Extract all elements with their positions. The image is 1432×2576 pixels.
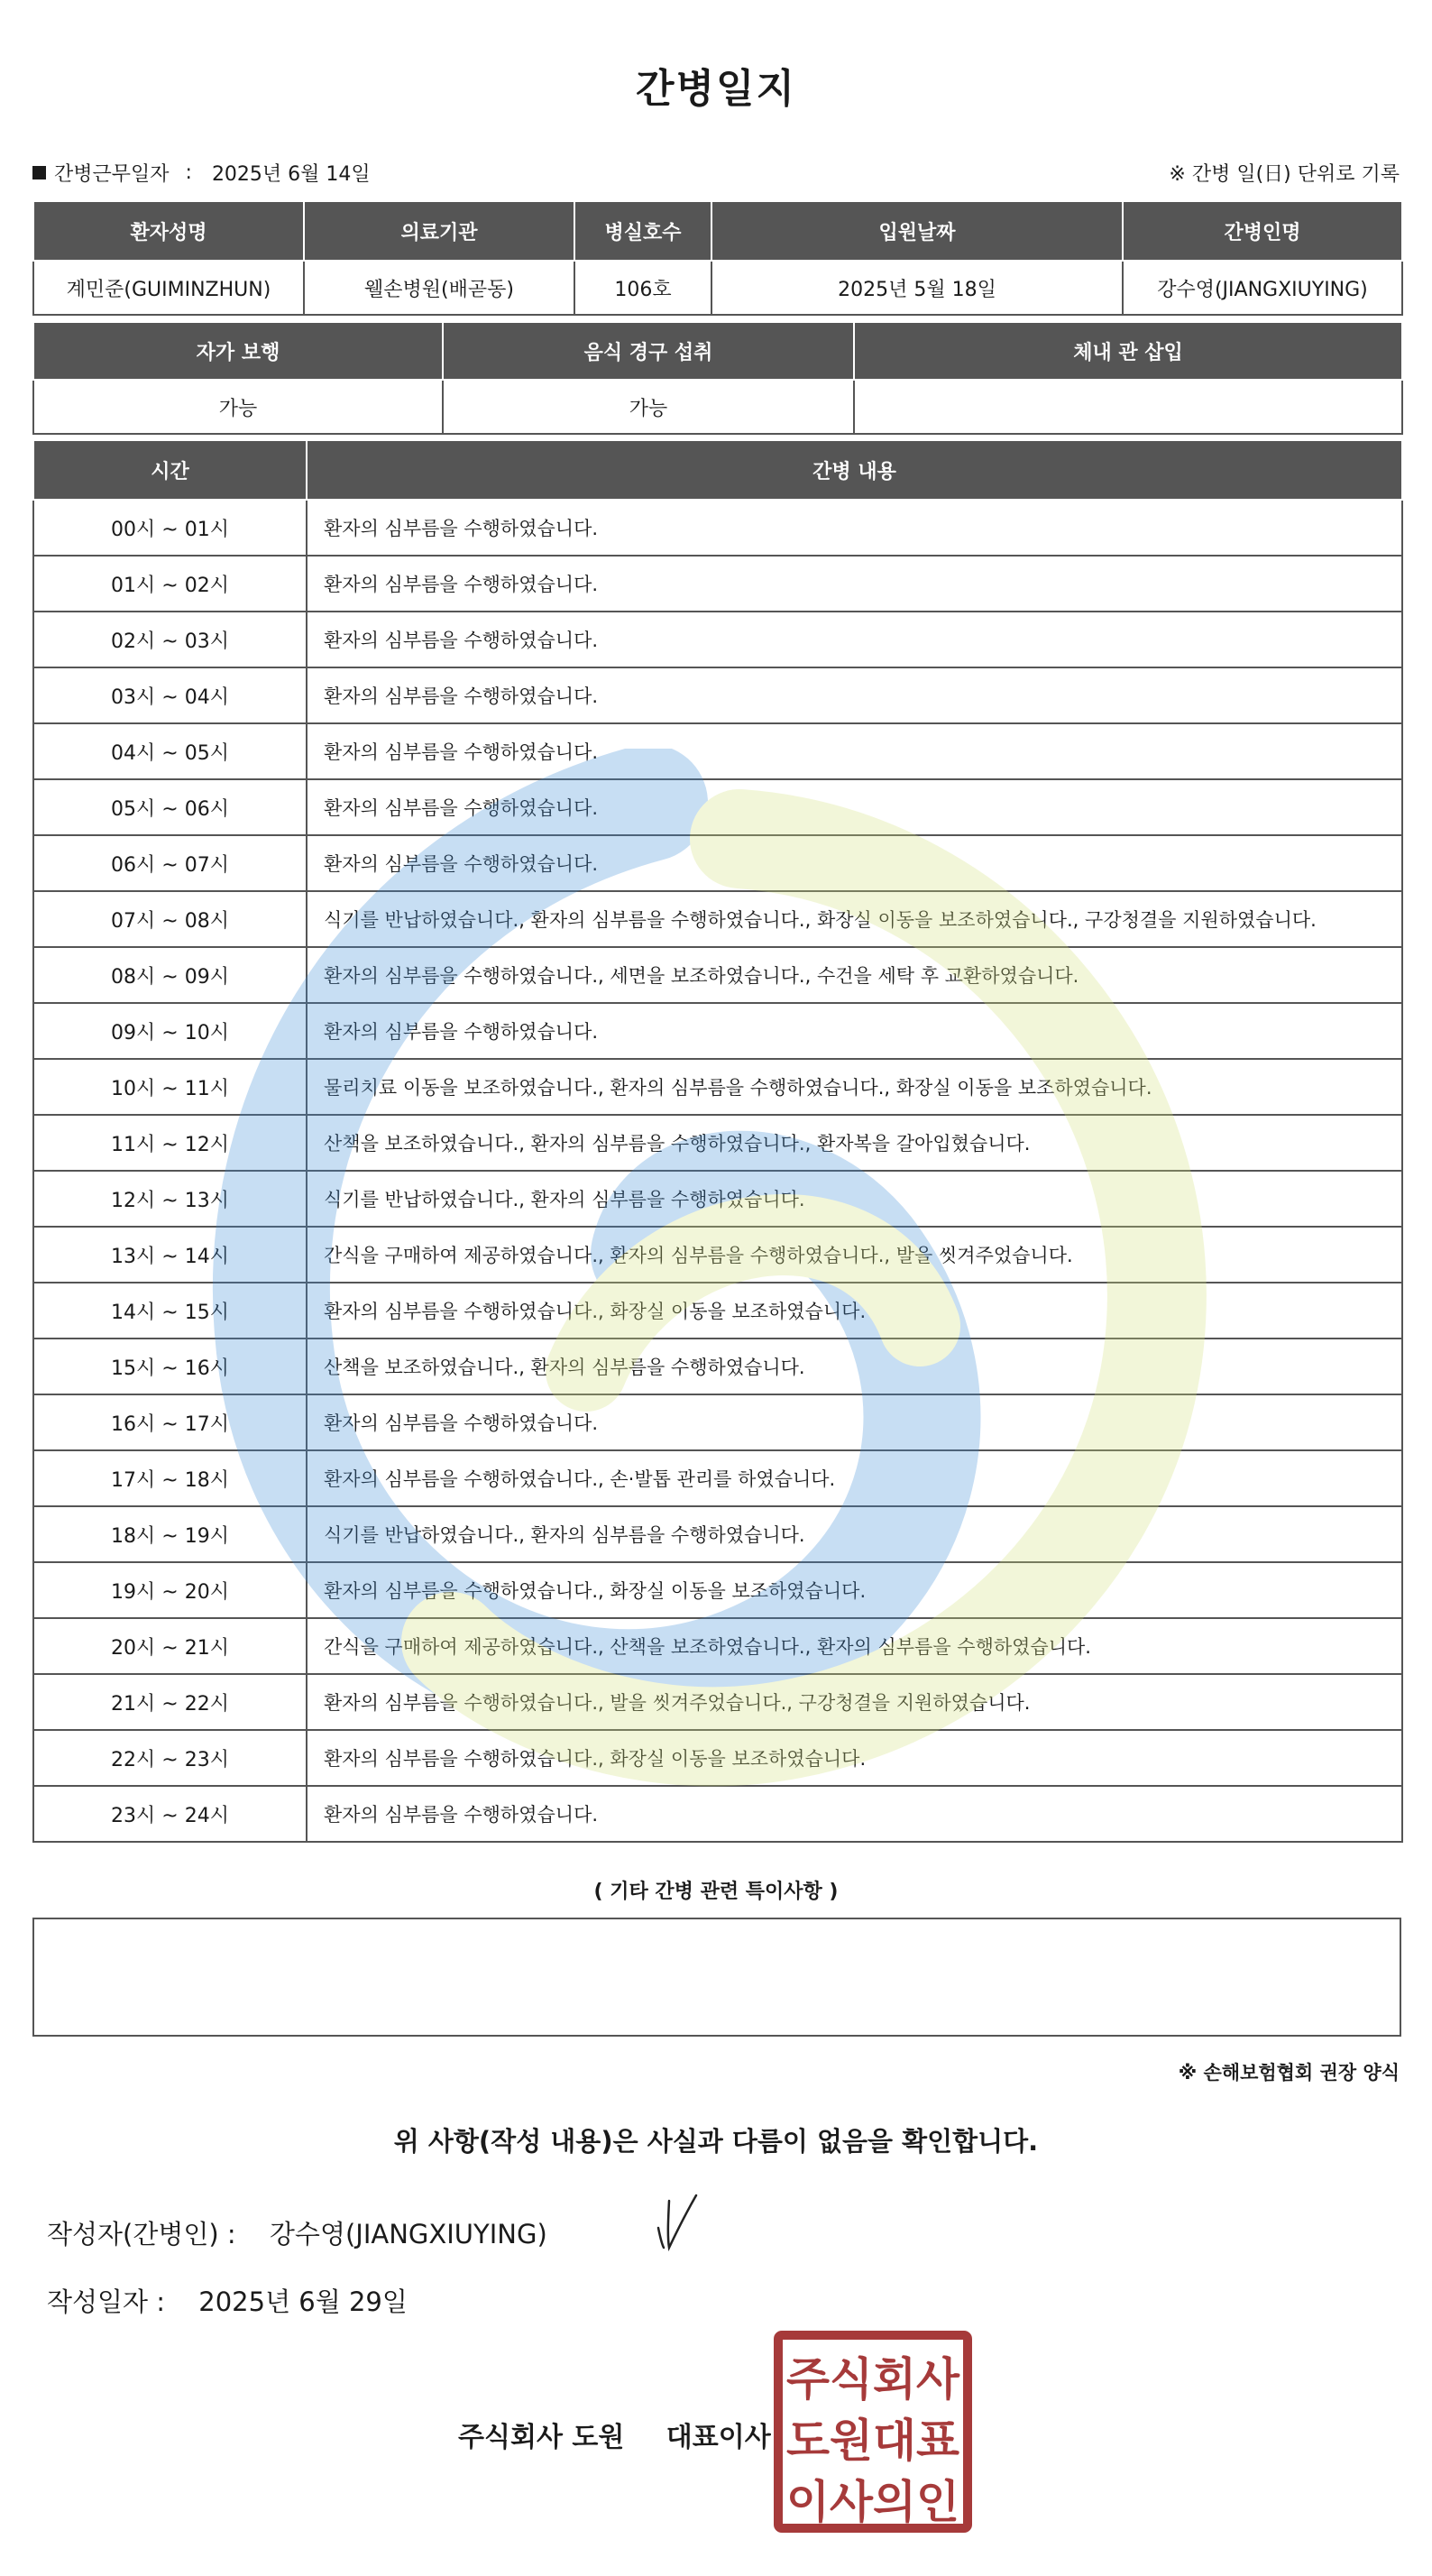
seal-line-3: 이사의인 [786, 2476, 959, 2528]
written-date-label: 작성일자 : [47, 2286, 166, 2317]
patient-info-header-row [33, 201, 1402, 261]
care-log-row [33, 1506, 1402, 1562]
patient-status-table [32, 321, 1403, 435]
written-date-value: 2025년 6월 29일 [198, 2286, 408, 2317]
care-log-row [33, 835, 1402, 891]
room-number: 106호 [574, 261, 711, 315]
care-log-row [33, 779, 1402, 835]
company-name: 주식회사 도원 [458, 2422, 625, 2453]
care-log-row [33, 1115, 1402, 1171]
care-log-content: 환자의 심부름을 수행하였습니다. [307, 779, 1402, 835]
care-log-time: 09시 ~ 10시 [33, 1003, 307, 1059]
handwritten-signature [649, 2183, 703, 2255]
header-care-content: 간병 내용 [307, 440, 1402, 500]
oral-intake-value: 가능 [443, 380, 854, 434]
tube-insertion-value [854, 380, 1402, 434]
remarks-title: ( 기타 간병 관련 특이사항 ) [593, 1881, 839, 1903]
work-date-line [32, 159, 371, 187]
care-log-time: 13시 ~ 14시 [33, 1227, 307, 1283]
writer-name: 강수영(JIANGXIUYING) [269, 2219, 547, 2249]
header-room: 병실호수 [574, 201, 711, 261]
written-date-line [47, 2282, 408, 2319]
care-log-row [33, 1003, 1402, 1059]
care-log-content: 환자의 심부름을 수행하였습니다. [307, 500, 1402, 556]
care-log-body [33, 500, 1402, 1842]
self-walking-value: 가능 [33, 380, 443, 434]
writer-line [47, 2214, 547, 2251]
care-log-row [33, 1227, 1402, 1283]
care-log-time: 11시 ~ 12시 [33, 1115, 307, 1171]
care-log-content: 환자의 심부름을 수행하였습니다., 발을 씻겨주었습니다., 구강청결을 지원하였습니다. [307, 1674, 1402, 1730]
care-log-time: 01시 ~ 02시 [33, 556, 307, 612]
admission-date: 2025년 5월 18일 [711, 261, 1123, 315]
care-log-row [33, 723, 1402, 779]
care-log-content: 물리치료 이동을 보조하였습니다., 환자의 심부름을 수행하였습니다., 화장실 이동을 보조하였습니다. [307, 1059, 1402, 1115]
insurer-form-note: ※ 손해보험협회 권장 양식 [1178, 2062, 1400, 2084]
care-log-time: 17시 ~ 18시 [33, 1450, 307, 1506]
work-date-value: 2025년 6월 14일 [211, 163, 371, 186]
patient-name: 계민준(GUIMINZHUN) [33, 261, 304, 315]
care-log-content: 환자의 심부름을 수행하였습니다. [307, 723, 1402, 779]
header-oral-intake: 음식 경구 섭취 [443, 322, 854, 380]
care-log-row [33, 1059, 1402, 1115]
care-log-row [33, 1730, 1402, 1786]
care-log-time: 02시 ~ 03시 [33, 612, 307, 667]
company-seal [773, 2330, 973, 2534]
care-log-row [33, 1786, 1402, 1842]
caregiver-name: 강수영(JIANGXIUYING) [1123, 261, 1402, 315]
seal-line-2: 도원대표 [786, 2415, 960, 2467]
care-log-row [33, 1562, 1402, 1618]
unit-note: ※ 간병 일(日) 단위로 기록 [1169, 163, 1400, 186]
care-log-content: 환자의 심부름을 수행하였습니다. [307, 556, 1402, 612]
care-log-time: 22시 ~ 23시 [33, 1730, 307, 1786]
care-log-content: 환자의 심부름을 수행하였습니다., 화장실 이동을 보조하였습니다. [307, 1283, 1402, 1339]
care-log-content: 환자의 심부름을 수행하였습니다. [307, 835, 1402, 891]
care-log-time: 21시 ~ 22시 [33, 1674, 307, 1730]
header-tube-insertion: 체내 관 삽입 [854, 322, 1402, 380]
care-log-content: 환자의 심부름을 수행하였습니다. [307, 667, 1402, 723]
care-log-content: 환자의 심부름을 수행하였습니다. [307, 612, 1402, 667]
care-log-time: 08시 ~ 09시 [33, 947, 307, 1003]
status-value-row [33, 380, 1402, 434]
care-log-table [32, 439, 1403, 1843]
header-self-walking: 자가 보행 [33, 322, 443, 380]
care-log-time: 03시 ~ 04시 [33, 667, 307, 723]
bullet-square-icon [32, 166, 46, 179]
care-log-time: 16시 ~ 17시 [33, 1394, 307, 1450]
care-log-row [33, 612, 1402, 667]
care-log-time: 07시 ~ 08시 [33, 891, 307, 947]
work-date-label: 간병근무일자 [54, 163, 170, 186]
care-log-content: 식기를 반납하였습니다., 환자의 심부름을 수행하였습니다. [307, 1506, 1402, 1562]
care-log-row [33, 500, 1402, 556]
header-institution: 의료기관 [304, 201, 574, 261]
patient-info-table [32, 200, 1403, 316]
remarks-box [32, 1918, 1401, 2037]
care-log-row [33, 1450, 1402, 1506]
care-log-content: 환자의 심부름을 수행하였습니다., 손·발톱 관리를 하였습니다. [307, 1450, 1402, 1506]
care-log-row [33, 1171, 1402, 1227]
care-log-row [33, 1618, 1402, 1674]
care-log-row [33, 1339, 1402, 1394]
care-log-row [33, 667, 1402, 723]
care-log-time: 05시 ~ 06시 [33, 779, 307, 835]
care-log-content: 환자의 심부름을 수행하였습니다. [307, 1786, 1402, 1842]
patient-info-value-row [33, 261, 1402, 315]
care-log-content: 간식을 구매하여 제공하였습니다., 환자의 심부름을 수행하였습니다., 발을 씻겨주었습니다. [307, 1227, 1402, 1283]
care-log-time: 14시 ~ 15시 [33, 1283, 307, 1339]
care-log-time: 10시 ~ 11시 [33, 1059, 307, 1115]
care-log-time: 20시 ~ 21시 [33, 1618, 307, 1674]
care-log-content: 산책을 보조하였습니다., 환자의 심부름을 수행하였습니다., 환자복을 갈아입혔습니다. [307, 1115, 1402, 1171]
care-log-content: 환자의 심부름을 수행하였습니다., 화장실 이동을 보조하였습니다. [307, 1730, 1402, 1786]
institution: 웰손병원(배곧동) [304, 261, 574, 315]
confirmation-statement: 위 사항(작성 내용)은 사실과 다름이 없음을 확인합니다. [393, 2126, 1039, 2157]
care-log-time: 00시 ~ 01시 [33, 500, 307, 556]
care-log-row [33, 1283, 1402, 1339]
care-log-time: 15시 ~ 16시 [33, 1339, 307, 1394]
care-log-row [33, 1674, 1402, 1730]
care-log-content: 식기를 반납하였습니다., 환자의 심부름을 수행하였습니다., 화장실 이동을 보조하였습니다., 구강청결을 지원하였습니다. [307, 891, 1402, 947]
care-log-time: 04시 ~ 05시 [33, 723, 307, 779]
care-log-row [33, 891, 1402, 947]
care-log-content: 산책을 보조하였습니다., 환자의 심부름을 수행하였습니다. [307, 1339, 1402, 1394]
care-log-content: 간식을 구매하여 제공하였습니다., 산책을 보조하였습니다., 환자의 심부름을 수행하였습니다. [307, 1618, 1402, 1674]
care-log-row [33, 947, 1402, 1003]
seal-line-1: 주식회사 [786, 2353, 960, 2406]
header-time: 시간 [33, 440, 307, 500]
header-admission-date: 입원날짜 [711, 201, 1123, 261]
company-representative: 대표이사 [666, 2422, 771, 2453]
company-line [458, 2415, 771, 2454]
status-header-row [33, 322, 1402, 380]
care-log-time: 06시 ~ 07시 [33, 835, 307, 891]
care-log-row [33, 1394, 1402, 1450]
document-title: 간병일지 [635, 66, 796, 112]
care-log-time: 12시 ~ 13시 [33, 1171, 307, 1227]
work-date-colon: : [185, 161, 192, 184]
care-log-content: 환자의 심부름을 수행하였습니다., 화장실 이동을 보조하였습니다. [307, 1562, 1402, 1618]
care-log-time: 19시 ~ 20시 [33, 1562, 307, 1618]
header-caregiver-name: 간병인명 [1123, 201, 1402, 261]
care-log-content: 환자의 심부름을 수행하였습니다. [307, 1003, 1402, 1059]
header-patient-name: 환자성명 [33, 201, 304, 261]
care-log-content: 환자의 심부름을 수행하였습니다. [307, 1394, 1402, 1450]
care-log-content: 식기를 반납하였습니다., 환자의 심부름을 수행하였습니다. [307, 1171, 1402, 1227]
care-log-time: 23시 ~ 24시 [33, 1786, 307, 1842]
care-log-time: 18시 ~ 19시 [33, 1506, 307, 1562]
writer-label: 작성자(간병인) : [47, 2219, 236, 2249]
care-log-row [33, 556, 1402, 612]
care-log-header-row [33, 440, 1402, 500]
care-log-content: 환자의 심부름을 수행하였습니다., 세면을 보조하였습니다., 수건을 세탁 후 교환하였습니다. [307, 947, 1402, 1003]
